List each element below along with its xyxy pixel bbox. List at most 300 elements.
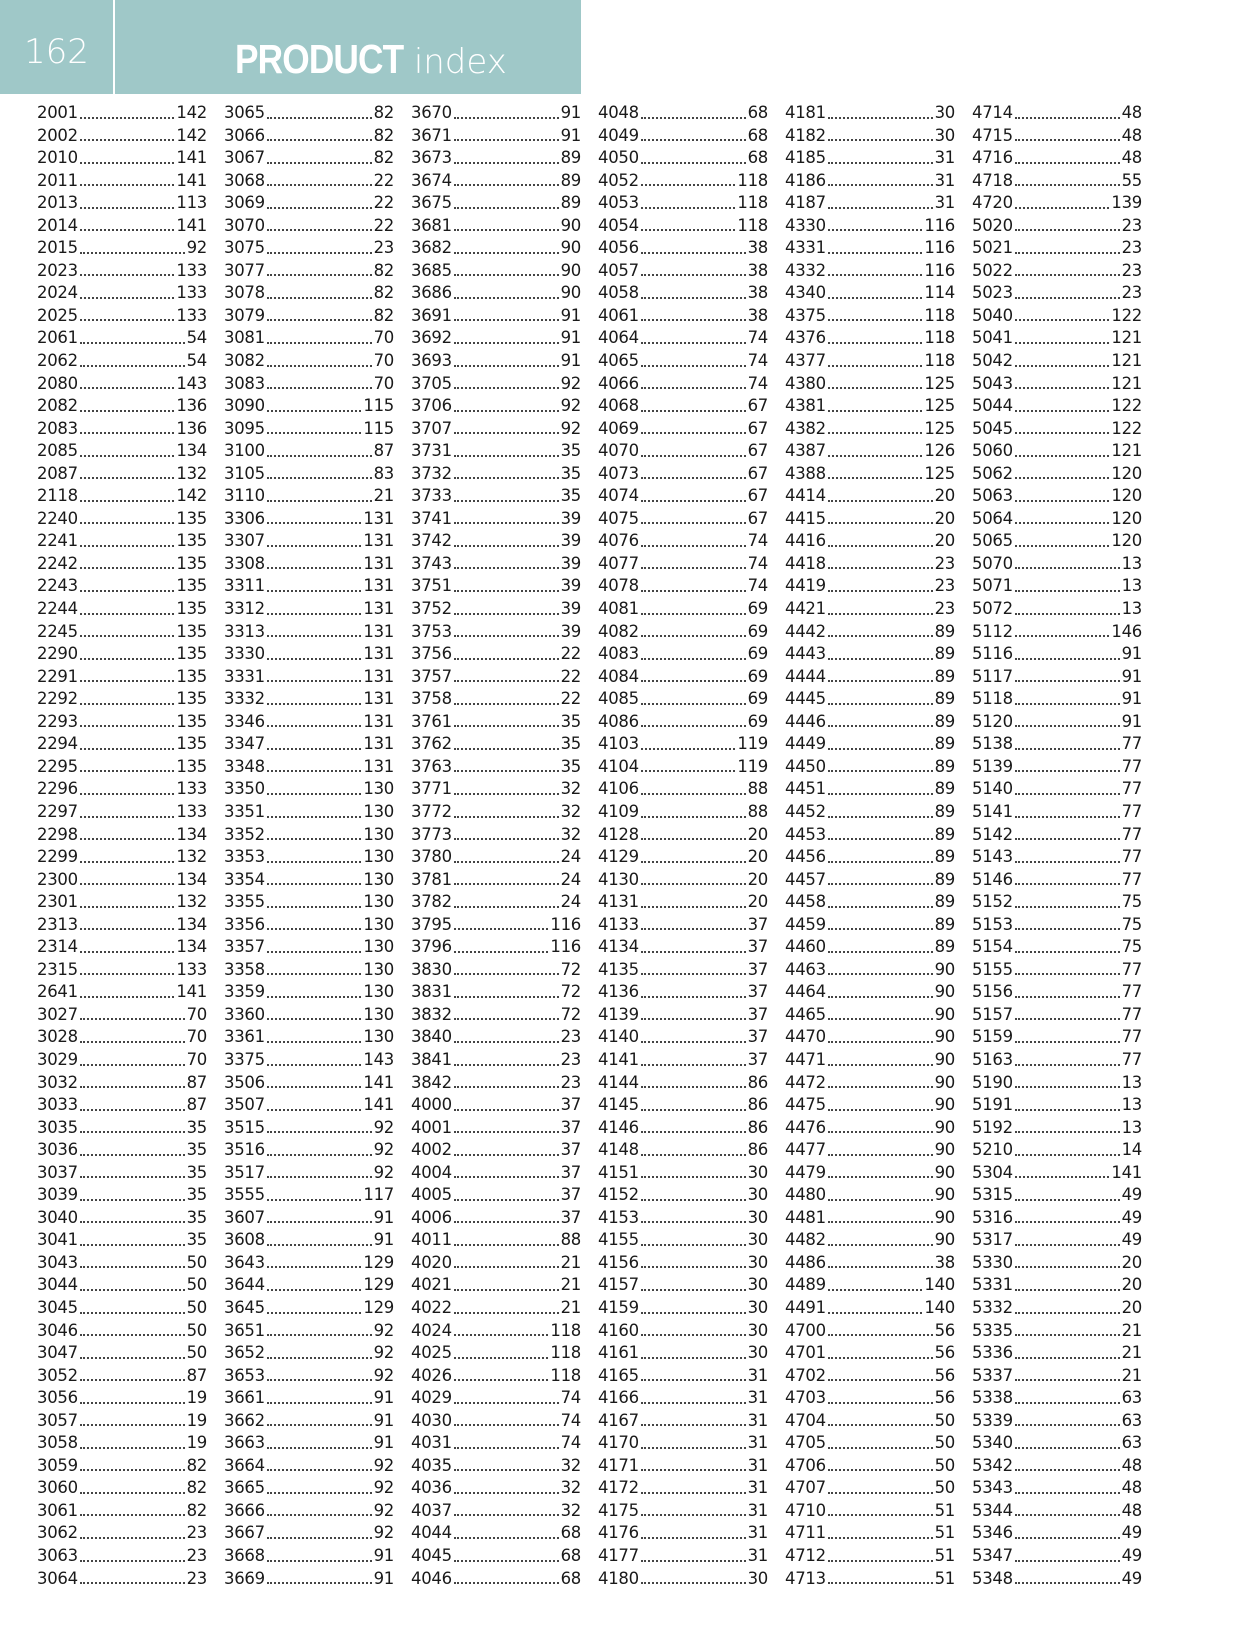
product-code: 2013 — [37, 193, 78, 213]
index-entry — [411, 350, 581, 373]
dot-leader — [828, 768, 933, 772]
dot-leader — [1015, 1400, 1120, 1404]
index-entry — [785, 395, 955, 418]
product-code: 4086 — [598, 711, 639, 731]
index-entry — [411, 508, 581, 531]
dot-leader — [828, 1016, 933, 1020]
product-code: 4065 — [598, 351, 639, 371]
title-index: index — [413, 42, 507, 82]
index-entry — [411, 102, 581, 125]
index-entry — [598, 778, 768, 801]
product-code: 2292 — [37, 689, 78, 709]
index-entry — [37, 733, 207, 756]
product-code: 3059 — [37, 1455, 78, 1475]
index-entry — [411, 711, 581, 734]
page-reference: 35 — [186, 1230, 207, 1250]
dot-leader — [641, 1062, 746, 1066]
dot-leader — [641, 1129, 746, 1133]
product-code: 3662 — [224, 1410, 265, 1430]
index-entry — [411, 1049, 581, 1072]
dot-leader — [80, 1219, 185, 1223]
product-code: 3756 — [411, 644, 452, 664]
product-code: 4172 — [598, 1478, 639, 1498]
page-reference: 31 — [747, 1546, 768, 1565]
product-code: 5062 — [972, 463, 1013, 483]
product-code: 5344 — [972, 1500, 1013, 1520]
index-entry — [411, 440, 581, 463]
dot-leader — [641, 814, 746, 818]
page-reference: 134 — [176, 914, 207, 934]
product-code: 4332 — [785, 260, 826, 280]
product-code: 3753 — [411, 621, 452, 641]
product-code: 3063 — [37, 1546, 78, 1565]
dot-leader — [828, 633, 933, 637]
page-reference: 136 — [176, 418, 207, 438]
index-entry — [972, 1477, 1142, 1500]
product-code: 3062 — [37, 1523, 78, 1543]
index-entry — [785, 1004, 955, 1027]
page-reference: 30 — [747, 1207, 768, 1227]
index-entry — [598, 824, 768, 847]
product-code: 3669 — [224, 1568, 265, 1588]
index-entry — [37, 959, 207, 982]
index-entry — [37, 643, 207, 666]
index-entry — [598, 711, 768, 734]
page-reference: 126 — [924, 441, 955, 461]
index-entry — [972, 1094, 1142, 1117]
dot-leader — [828, 814, 933, 818]
dot-leader — [454, 588, 559, 592]
page-reference: 130 — [363, 779, 394, 799]
index-entry — [972, 1139, 1142, 1162]
dot-leader — [828, 295, 923, 299]
page-reference: 24 — [560, 869, 581, 889]
page-reference: 69 — [747, 644, 768, 664]
page-reference: 89 — [560, 148, 581, 168]
page-reference: 130 — [363, 1004, 394, 1024]
product-code: 3671 — [411, 125, 452, 145]
product-code: 5065 — [972, 531, 1013, 551]
index-entry — [785, 282, 955, 305]
page-reference: 87 — [373, 441, 394, 461]
dot-leader — [641, 340, 746, 344]
dot-leader — [267, 971, 362, 975]
page-reference: 143 — [363, 1049, 394, 1069]
index-entry — [785, 1072, 955, 1095]
page-reference: 116 — [550, 914, 581, 934]
product-code: 4702 — [785, 1365, 826, 1385]
page-reference: 133 — [176, 779, 207, 799]
dot-leader — [828, 1287, 923, 1291]
product-code: 2062 — [37, 351, 78, 371]
dot-leader — [80, 1558, 185, 1562]
product-code: 3375 — [224, 1049, 265, 1069]
dot-leader — [828, 1422, 933, 1426]
index-entry — [972, 350, 1142, 373]
product-code: 3346 — [224, 711, 265, 731]
dot-leader — [1015, 926, 1120, 930]
dot-leader — [80, 1310, 185, 1314]
index-entry — [598, 192, 768, 215]
product-code: 2300 — [37, 869, 78, 889]
product-code: 2641 — [37, 982, 78, 1002]
product-code: 4340 — [785, 283, 826, 303]
product-code: 3350 — [224, 779, 265, 799]
page-reference: 135 — [176, 644, 207, 664]
page-reference: 13 — [1121, 1095, 1142, 1115]
product-code: 4160 — [598, 1320, 639, 1340]
product-code: 4011 — [411, 1230, 452, 1250]
index-entry — [785, 1184, 955, 1207]
index-entry — [972, 125, 1142, 148]
index-entry — [224, 1387, 394, 1410]
product-code: 3795 — [411, 914, 452, 934]
index-entry — [37, 373, 207, 396]
product-code: 3081 — [224, 328, 265, 348]
index-entry — [224, 869, 394, 892]
page-reference: 141 — [176, 982, 207, 1002]
product-code: 4451 — [785, 779, 826, 799]
page-reference: 91 — [373, 1433, 394, 1453]
page-reference: 82 — [186, 1500, 207, 1520]
product-code: 4704 — [785, 1410, 826, 1430]
product-code: 3771 — [411, 779, 452, 799]
dot-leader — [828, 1039, 933, 1043]
product-code: 5021 — [972, 238, 1013, 258]
page-reference: 129 — [363, 1297, 394, 1317]
product-code: 4713 — [785, 1568, 826, 1588]
product-code: 4476 — [785, 1117, 826, 1137]
dot-leader — [454, 1287, 559, 1291]
index-entry — [785, 1026, 955, 1049]
index-entry — [224, 981, 394, 1004]
product-code: 3039 — [37, 1185, 78, 1205]
index-entry — [785, 688, 955, 711]
product-code: 4706 — [785, 1455, 826, 1475]
dot-leader — [828, 1467, 933, 1471]
index-entry — [37, 1522, 207, 1545]
product-code: 4710 — [785, 1500, 826, 1520]
dot-leader — [454, 1580, 559, 1584]
index-entry — [37, 125, 207, 148]
dot-leader — [1015, 1084, 1120, 1088]
index-entry — [598, 147, 768, 170]
index-entry — [785, 846, 955, 869]
product-code: 5210 — [972, 1140, 1013, 1160]
page-reference: 13 — [1121, 1072, 1142, 1092]
dot-leader — [267, 701, 362, 705]
index-entry — [224, 237, 394, 260]
dot-leader — [641, 543, 746, 547]
product-code: 3041 — [37, 1230, 78, 1250]
index-entry — [598, 1026, 768, 1049]
dot-leader — [267, 611, 362, 615]
page-reference: 49 — [1121, 1207, 1142, 1227]
index-entry — [785, 936, 955, 959]
index-entry — [224, 418, 394, 441]
product-code: 5154 — [972, 937, 1013, 957]
dot-leader — [641, 250, 746, 254]
index-entry — [972, 147, 1142, 170]
product-code: 4004 — [411, 1162, 452, 1182]
product-code: 3361 — [224, 1027, 265, 1047]
index-entry — [598, 1365, 768, 1388]
product-code: 4151 — [598, 1162, 639, 1182]
index-entry — [598, 1274, 768, 1297]
index-entry — [785, 440, 955, 463]
page-reference: 117 — [363, 1185, 394, 1205]
index-entry — [411, 688, 581, 711]
product-code: 4180 — [598, 1568, 639, 1588]
product-code: 5342 — [972, 1455, 1013, 1475]
page-reference: 91 — [373, 1207, 394, 1227]
page-reference: 63 — [1121, 1433, 1142, 1453]
product-code: 2293 — [37, 711, 78, 731]
dot-leader — [267, 1107, 362, 1111]
product-code: 4415 — [785, 508, 826, 528]
page-reference: 92 — [373, 1140, 394, 1160]
index-entry — [224, 1229, 394, 1252]
index-entry — [411, 1455, 581, 1478]
index-entry — [224, 260, 394, 283]
index-entry — [411, 869, 581, 892]
dot-leader — [1015, 1242, 1120, 1246]
index-entry — [785, 1094, 955, 1117]
dot-leader — [80, 182, 175, 186]
page-reference: 69 — [747, 689, 768, 709]
index-entry — [972, 711, 1142, 734]
page-reference: 130 — [363, 801, 394, 821]
page-reference: 92 — [560, 396, 581, 416]
product-code: 3067 — [224, 148, 265, 168]
index-entry — [972, 327, 1142, 350]
index-entry — [37, 1500, 207, 1523]
page-reference: 49 — [1121, 1568, 1142, 1588]
dot-leader — [267, 295, 372, 299]
index-entry — [598, 1500, 768, 1523]
page-reference: 135 — [176, 756, 207, 776]
dot-leader — [641, 1084, 746, 1088]
index-entry — [972, 1545, 1142, 1568]
dot-leader — [1015, 498, 1110, 502]
page-reference: 133 — [176, 305, 207, 325]
dot-leader — [267, 543, 362, 547]
page-reference: 13 — [1121, 599, 1142, 619]
dot-leader — [454, 317, 559, 321]
page-reference: 38 — [747, 305, 768, 325]
dot-leader — [641, 1535, 746, 1539]
index-entry — [598, 508, 768, 531]
product-code: 4026 — [411, 1365, 452, 1385]
index-entry — [224, 1117, 394, 1140]
dot-leader — [80, 926, 175, 930]
dot-leader — [80, 363, 185, 367]
index-entry — [224, 1568, 394, 1591]
page-reference: 13 — [1121, 576, 1142, 596]
dot-leader — [641, 791, 746, 795]
page-reference: 21 — [373, 486, 394, 506]
dot-leader — [828, 746, 933, 750]
product-code: 3040 — [37, 1207, 78, 1227]
page-reference: 86 — [747, 1117, 768, 1137]
page-reference: 82 — [186, 1455, 207, 1475]
index-entry — [972, 260, 1142, 283]
page-reference: 22 — [560, 644, 581, 664]
product-code: 3772 — [411, 801, 452, 821]
index-entry — [598, 102, 768, 125]
dot-leader — [641, 430, 746, 434]
dot-leader — [641, 1355, 746, 1359]
dot-leader — [1015, 1580, 1120, 1584]
product-code: 2244 — [37, 599, 78, 619]
dot-leader — [1015, 1355, 1120, 1359]
page-reference: 90 — [934, 1049, 955, 1069]
product-code: 2118 — [37, 486, 78, 506]
dot-leader — [641, 182, 736, 186]
index-entry — [785, 1477, 955, 1500]
page-reference: 141 — [176, 148, 207, 168]
index-entry — [37, 869, 207, 892]
page-reference: 75 — [1121, 914, 1142, 934]
dot-leader — [828, 1400, 933, 1404]
product-code: 4053 — [598, 193, 639, 213]
page-reference: 23 — [560, 1027, 581, 1047]
page-reference: 51 — [934, 1568, 955, 1588]
page-reference: 77 — [1121, 982, 1142, 1002]
index-entry — [785, 1274, 955, 1297]
index-entry — [598, 733, 768, 756]
product-code: 3674 — [411, 170, 452, 190]
page-reference: 92 — [373, 1343, 394, 1363]
dot-leader — [641, 227, 736, 231]
dot-leader — [267, 1332, 372, 1336]
dot-leader — [454, 363, 559, 367]
dot-leader — [454, 543, 559, 547]
dot-leader — [641, 453, 746, 457]
dot-leader — [454, 656, 559, 660]
dot-leader — [641, 746, 736, 750]
page-reference: 119 — [737, 756, 768, 776]
product-code: 4166 — [598, 1388, 639, 1408]
index-entry — [785, 508, 955, 531]
product-code: 3355 — [224, 892, 265, 912]
dot-leader — [454, 723, 559, 727]
page-reference: 74 — [560, 1388, 581, 1408]
page-reference: 92 — [373, 1320, 394, 1340]
page-reference: 131 — [363, 531, 394, 551]
product-code: 3036 — [37, 1140, 78, 1160]
dot-leader — [1015, 814, 1120, 818]
index-entry — [411, 643, 581, 666]
dot-leader — [828, 1174, 933, 1178]
dot-leader — [641, 1558, 746, 1562]
product-code: 2243 — [37, 576, 78, 596]
page-reference: 141 — [176, 170, 207, 190]
page-reference: 39 — [560, 531, 581, 551]
page-reference: 35 — [186, 1117, 207, 1137]
dot-leader — [80, 746, 175, 750]
dot-leader — [80, 227, 175, 231]
page-reference: 90 — [934, 1207, 955, 1227]
page-reference: 72 — [560, 1004, 581, 1024]
index-entry — [972, 1004, 1142, 1027]
index-entry — [224, 1004, 394, 1027]
product-code: 4711 — [785, 1523, 826, 1543]
page-reference: 118 — [737, 215, 768, 235]
dot-leader — [80, 588, 175, 592]
page-reference: 135 — [176, 576, 207, 596]
page-reference: 118 — [737, 170, 768, 190]
index-entry — [411, 418, 581, 441]
product-code: 3705 — [411, 373, 452, 393]
index-entry — [37, 1207, 207, 1230]
page-reference: 31 — [747, 1388, 768, 1408]
product-code: 4077 — [598, 553, 639, 573]
product-code: 4068 — [598, 396, 639, 416]
product-code: 4073 — [598, 463, 639, 483]
page-reference: 132 — [176, 847, 207, 867]
page-reference: 37 — [560, 1207, 581, 1227]
dot-leader — [80, 1355, 185, 1359]
dot-leader — [828, 1332, 933, 1336]
product-code: 4152 — [598, 1185, 639, 1205]
index-entry — [972, 508, 1142, 531]
dot-leader — [267, 678, 362, 682]
page-reference: 69 — [747, 711, 768, 731]
page-reference: 130 — [363, 824, 394, 844]
product-code: 3707 — [411, 418, 452, 438]
page-reference: 31 — [747, 1523, 768, 1543]
dot-leader — [454, 1219, 559, 1223]
product-code: 3060 — [37, 1478, 78, 1498]
page-reference: 131 — [363, 553, 394, 573]
page-reference: 91 — [373, 1546, 394, 1565]
product-code: 4176 — [598, 1523, 639, 1543]
product-code: 2241 — [37, 531, 78, 551]
page-reference: 90 — [560, 215, 581, 235]
index-entry — [37, 891, 207, 914]
dot-leader — [80, 1016, 185, 1020]
index-entry — [785, 914, 955, 937]
index-entry — [224, 1522, 394, 1545]
index-entry — [411, 891, 581, 914]
dot-leader — [80, 678, 175, 682]
page-reference: 89 — [934, 914, 955, 934]
dot-leader — [1015, 317, 1110, 321]
page-reference: 118 — [737, 193, 768, 213]
product-code: 3733 — [411, 486, 452, 506]
dot-leader — [454, 1445, 559, 1449]
page-reference: 89 — [934, 734, 955, 754]
product-code: 4128 — [598, 824, 639, 844]
index-entry — [411, 282, 581, 305]
page-reference: 20 — [1121, 1275, 1142, 1295]
dot-leader — [454, 949, 549, 953]
page-reference: 133 — [176, 801, 207, 821]
product-code: 4074 — [598, 486, 639, 506]
product-code: 3077 — [224, 260, 265, 280]
index-entry — [972, 463, 1142, 486]
dot-leader — [1015, 475, 1110, 479]
index-entry — [785, 373, 955, 396]
product-code: 4185 — [785, 148, 826, 168]
page-reference: 92 — [373, 1117, 394, 1137]
dot-leader — [454, 1332, 549, 1336]
page-reference: 56 — [934, 1388, 955, 1408]
page-reference: 35 — [186, 1162, 207, 1182]
page-reference: 141 — [176, 215, 207, 235]
index-column-3 — [411, 102, 581, 1590]
